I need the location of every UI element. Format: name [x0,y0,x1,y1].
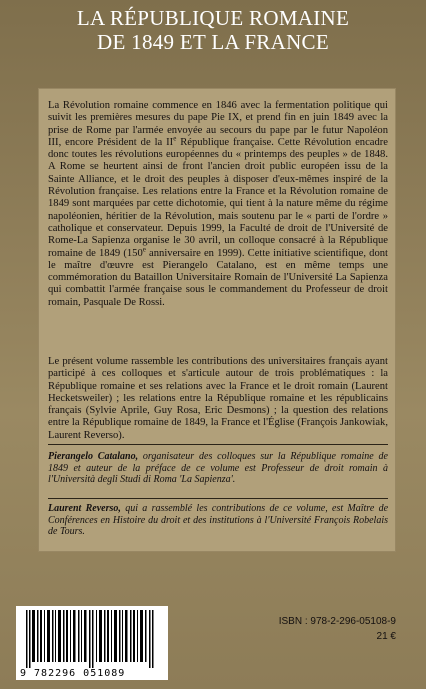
barcode-digits: 9 782296 051089 [20,668,126,679]
author-bio-catalano: organisateur des colloques sur la République romaine de 1849 et auteur de la préface de ce volume est Professeur de droit romain à l'Università degli Studi di Roma 'La Sapienza'. [48,451,388,486]
p1-part-a: La Révolution romaine commence en 1846 avec la fermentation politique qui suivit les premières mesures du pape Pie IX, et prend fin en juin 1849 avec la prise de Rome par l'armée envoyée au secours du pape par le futur Napoléon III, encore Président de la II [48,100,388,148]
p1-part-b: République française. Cette Révolution encadre donc toutes les révolutions européennes du « printemps des peuples » de 1848. A Rome se heurtent ainsi de front l'ancien droit public européen issu de la Sainte Alliance, et le droit des peuples à disposer d'eux-mêmes inspiré de la Révolution française. Les relations entre la France et la Révolution romaine de 1849 sont marquées par cette dichotomie, qui tient à la nature même du régime napoléonien, héritier de la Révolution, mais soutenu par le « parti de l'ordre » catholique et conservateur. Depuis 1999, la Faculté de droit de l'Université de Rome-La Sapienza organise le 30 avril, un colloque consacré à la République romaine de 1849 (150 [48,136,389,259]
barcode-bars [26,610,158,668]
book-title [0,6,426,54]
author-bio-reverso: qui a rassemblé les contributions de ce volume, est Maître de Conférences en Histoire du droit et des institutions à l'Université François Robelais de Tours. [48,503,389,538]
p1-part-c: anniversaire en 1999). Cette initiative scientifique, dont le maître d'œuvre est Pierangelo Catalano, est en même temps une commémoration du Bataillon Universitaire Romain de l'Université La Sapienza qui combattit l'armée française sous le commandement du Professeur de droit romain, Pasquale De Rossi. [48,247,388,308]
title-line-2: DE 1849 ET LA FRANCE [97,30,329,54]
author-note-catalano [48,451,388,486]
author-note-reverso [48,503,388,538]
isbn-label: ISBN : 978-2-296-05108-9 [278,616,396,627]
barcode [16,606,168,680]
author-name-catalano: Pierangelo Catalano, [48,451,139,462]
author-name-reverso: Laurent Reverso, [48,503,121,514]
divider-top [48,444,388,445]
title-line-1: LA RÉPUBLIQUE ROMAINE [76,6,350,30]
synopsis-paragraph-2: Le présent volume rassemble les contributions des universitaires français ayant participé à ces colloques et s'articule autour de trois problématiques : la République romaine et ses relations avec la France et le droit romain (Laurent Hecketsweiler) ; les relations entre la République romaine et les républicains français (Sylvie Aprile, Guy Rosa, Eric Desmons) ; la question des relations entre la République romaine de 1849, la France et l'Église (François Jankowiak, Laurent Reverso). [48,356,388,441]
price-label: 21 € [376,631,396,642]
divider-middle [48,498,388,499]
p1-superscript-1: e [173,134,177,143]
p1-superscript-2: e [142,245,146,254]
synopsis-paragraph-1 [48,100,388,309]
